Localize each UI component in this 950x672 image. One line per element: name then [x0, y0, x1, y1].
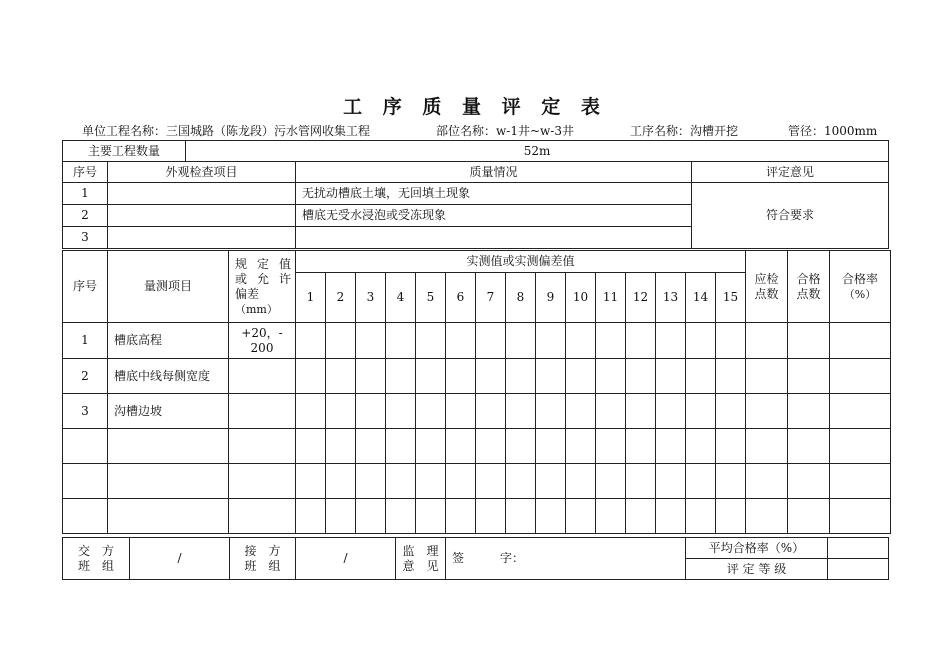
pass-rate-cell	[830, 429, 891, 464]
pass-count-cell	[788, 394, 830, 429]
pass-rate-cell	[830, 499, 891, 534]
measure-row-spec	[229, 323, 296, 359]
measure-value-cell	[416, 499, 446, 534]
measure-row	[63, 323, 891, 359]
handover-line-2: 班 组	[77, 558, 114, 573]
measure-header-spec	[229, 251, 296, 323]
appearance-row-quality: 槽底无受水浸泡或受冻现象	[296, 205, 692, 227]
measure-row-spec-1: +20，-	[241, 325, 283, 340]
measure-row	[63, 499, 891, 534]
measure-value-cell	[506, 499, 536, 534]
measure-value-cell	[716, 464, 746, 499]
measure-value-cell	[446, 429, 476, 464]
measure-row-no	[63, 499, 108, 534]
average-pass-rate-value	[828, 538, 889, 559]
measure-col-header: 7	[476, 273, 506, 323]
measure-col-header: 15	[716, 273, 746, 323]
page-title: 工 序 质 量 评 定 表	[343, 96, 607, 118]
measure-value-cell	[416, 464, 446, 499]
pass-rate-cell	[830, 464, 891, 499]
receiving-team-value: /	[296, 538, 396, 580]
measure-value-cell	[716, 499, 746, 534]
measure-row-spec	[229, 429, 296, 464]
should-count-cell	[746, 499, 788, 534]
measure-value-cell	[326, 429, 356, 464]
measure-value-cell	[596, 394, 626, 429]
measure-value-cell	[356, 394, 386, 429]
measure-value-cell	[386, 323, 416, 359]
measure-value-cell	[536, 464, 566, 499]
measure-value-cell	[416, 323, 446, 359]
measure-header-no: 序号	[63, 251, 108, 323]
appearance-opinion: 符合要求	[692, 183, 889, 249]
measure-value-cell	[596, 359, 626, 394]
measure-row-spec-2: 200	[250, 340, 274, 355]
measure-value-cell	[476, 323, 506, 359]
measure-row-no: 3	[63, 394, 108, 429]
appearance-row-item	[108, 227, 296, 249]
measure-value-cell	[626, 464, 656, 499]
measure-value-cell	[356, 429, 386, 464]
measure-row-item	[108, 464, 229, 499]
measure-value-cell	[596, 429, 626, 464]
measure-value-cell	[566, 359, 596, 394]
measure-value-cell	[356, 323, 386, 359]
pass-count-cell	[788, 359, 830, 394]
measure-col-header: 10	[566, 273, 596, 323]
pass-count-cell	[788, 499, 830, 534]
measurement-table	[62, 250, 891, 534]
spec-line: （mm）	[235, 302, 278, 316]
measure-value-cell	[716, 323, 746, 359]
measure-value-cell	[686, 499, 716, 534]
measure-value-cell	[626, 499, 656, 534]
appearance-header-no: 序号	[63, 162, 108, 183]
measure-value-cell	[296, 464, 326, 499]
appearance-row-item	[108, 205, 296, 227]
average-pass-rate-label: 平均合格率（%）	[686, 538, 828, 559]
measure-row-item	[108, 499, 229, 534]
supervisor-opinion-label	[396, 538, 446, 580]
appearance-header-item: 外观检查项目	[108, 162, 296, 183]
spec-line: 规 定 值	[235, 256, 291, 271]
measure-header-rate	[830, 251, 891, 323]
should-line-1: 应检	[754, 271, 779, 286]
measure-value-cell	[296, 359, 326, 394]
pass-line-2: 点数	[796, 286, 821, 301]
measure-header-values: 实测值或实测偏差值	[296, 251, 746, 273]
should-count-cell	[746, 464, 788, 499]
measure-value-cell	[716, 429, 746, 464]
measure-value-cell	[446, 499, 476, 534]
measure-value-cell	[686, 429, 716, 464]
pass-count-cell	[788, 464, 830, 499]
grade-value	[828, 559, 889, 580]
handover-team-label	[63, 538, 130, 580]
measure-value-cell	[566, 429, 596, 464]
measure-value-cell	[296, 323, 326, 359]
supervisor-line-1: 监 理	[402, 543, 439, 558]
measure-col-header: 4	[386, 273, 416, 323]
should-count-cell	[746, 323, 788, 359]
measure-value-cell	[476, 359, 506, 394]
measure-value-cell	[566, 499, 596, 534]
measure-row-item: 槽底中线每侧宽度	[108, 359, 229, 394]
measure-value-cell	[626, 429, 656, 464]
pipe-diameter: 管径：1000mm	[788, 124, 878, 138]
measure-value-cell	[506, 429, 536, 464]
measure-value-cell	[596, 323, 626, 359]
measure-row-item: 沟槽边坡	[108, 394, 229, 429]
measure-header-pass	[788, 251, 830, 323]
measure-col-header: 1	[296, 273, 326, 323]
measure-value-cell	[476, 464, 506, 499]
measure-row-no	[63, 464, 108, 499]
measure-row-item	[108, 429, 229, 464]
measure-value-cell	[656, 429, 686, 464]
measure-value-cell	[716, 394, 746, 429]
pass-rate-cell	[830, 323, 891, 359]
measure-value-cell	[386, 359, 416, 394]
main-qty-value: 52m	[186, 141, 889, 162]
appearance-header-opinion: 评定意见	[692, 162, 889, 183]
supervisor-line-2: 意 见	[402, 558, 439, 573]
rate-line-2: （%）	[843, 287, 877, 301]
receiving-line-1: 接 方	[244, 543, 281, 558]
should-count-cell	[746, 429, 788, 464]
measure-row-spec	[229, 394, 296, 429]
part-name: 部位名称：w-1井~w-3井	[436, 124, 574, 138]
measure-col-header: 8	[506, 273, 536, 323]
measure-row-spec	[229, 464, 296, 499]
measure-col-header: 3	[356, 273, 386, 323]
measure-value-cell	[656, 323, 686, 359]
measure-row	[63, 429, 891, 464]
measure-value-cell	[656, 359, 686, 394]
measure-value-cell	[596, 464, 626, 499]
appearance-row	[63, 183, 889, 205]
measure-value-cell	[626, 394, 656, 429]
spec-line: 或 允 许	[235, 271, 291, 286]
measure-col-header: 6	[446, 273, 476, 323]
signature-field: 签 字：	[446, 538, 686, 580]
measure-value-cell	[506, 464, 536, 499]
measure-col-header: 2	[326, 273, 356, 323]
measure-value-cell	[296, 499, 326, 534]
measure-value-cell	[446, 464, 476, 499]
measure-value-cell	[716, 359, 746, 394]
receiving-team-label	[230, 538, 296, 580]
should-line-2: 点数	[754, 286, 779, 301]
handover-team-value: /	[130, 538, 230, 580]
process-name: 工序名称：沟槽开挖	[630, 124, 739, 138]
pass-count-cell	[788, 429, 830, 464]
measure-value-cell	[476, 394, 506, 429]
measure-value-cell	[686, 359, 716, 394]
signature-table	[62, 537, 889, 580]
measure-value-cell	[686, 323, 716, 359]
measure-col-header: 5	[416, 273, 446, 323]
receiving-line-2: 班 组	[244, 558, 281, 573]
measure-value-cell	[506, 323, 536, 359]
measure-value-cell	[386, 499, 416, 534]
measure-value-cell	[356, 359, 386, 394]
spec-line: 偏差	[235, 286, 260, 301]
measure-value-cell	[326, 323, 356, 359]
pass-rate-cell	[830, 359, 891, 394]
measure-value-cell	[326, 464, 356, 499]
appearance-row-item	[108, 183, 296, 205]
measure-col-header: 14	[686, 273, 716, 323]
measure-value-cell	[596, 499, 626, 534]
measure-value-cell	[656, 464, 686, 499]
measure-value-cell	[296, 429, 326, 464]
measure-value-cell	[416, 359, 446, 394]
measure-value-cell	[386, 464, 416, 499]
measure-value-cell	[566, 323, 596, 359]
measure-header-should	[746, 251, 788, 323]
handover-line-1: 交 方	[77, 543, 114, 558]
pass-line-1: 合格	[796, 271, 821, 286]
pass-count-cell	[788, 323, 830, 359]
measure-value-cell	[446, 359, 476, 394]
measure-value-cell	[536, 359, 566, 394]
appearance-row-no: 1	[63, 183, 108, 205]
measure-value-cell	[416, 394, 446, 429]
measure-value-cell	[566, 394, 596, 429]
measure-value-cell	[506, 359, 536, 394]
measure-value-cell	[686, 464, 716, 499]
measure-value-cell	[356, 499, 386, 534]
measure-row-no	[63, 429, 108, 464]
grade-label: 评 定 等 级	[686, 559, 828, 580]
measure-value-cell	[626, 359, 656, 394]
pass-rate-cell	[830, 394, 891, 429]
measure-value-cell	[416, 429, 446, 464]
measure-header-item: 量测项目	[108, 251, 229, 323]
measure-value-cell	[536, 394, 566, 429]
appearance-row-quality	[296, 227, 692, 249]
measure-value-cell	[476, 499, 506, 534]
measure-value-cell	[446, 323, 476, 359]
unit-project-name: 单位工程名称：三国城路（陈龙段）污水管网收集工程	[82, 124, 371, 138]
measure-value-cell	[296, 394, 326, 429]
measure-col-header: 11	[596, 273, 626, 323]
measure-col-header: 13	[656, 273, 686, 323]
measure-row	[63, 359, 891, 394]
measure-value-cell	[446, 394, 476, 429]
measure-row-no: 2	[63, 359, 108, 394]
measure-value-cell	[356, 464, 386, 499]
measure-row	[63, 394, 891, 429]
measure-value-cell	[326, 394, 356, 429]
should-count-cell	[746, 394, 788, 429]
measure-value-cell	[536, 429, 566, 464]
measure-value-cell	[656, 499, 686, 534]
measure-row-no: 1	[63, 323, 108, 359]
measure-row	[63, 464, 891, 499]
appearance-table	[62, 140, 889, 249]
measure-value-cell	[536, 499, 566, 534]
rate-line-1: 合格率	[842, 271, 879, 286]
measure-row-spec	[229, 499, 296, 534]
measure-value-cell	[386, 394, 416, 429]
measure-value-cell	[656, 394, 686, 429]
measure-value-cell	[326, 499, 356, 534]
measure-value-cell	[686, 394, 716, 429]
measure-value-cell	[476, 429, 506, 464]
measure-row-spec	[229, 359, 296, 394]
measure-col-header: 12	[626, 273, 656, 323]
appearance-row-no: 3	[63, 227, 108, 249]
should-count-cell	[746, 359, 788, 394]
main-qty-label: 主要工程数量	[63, 141, 186, 162]
appearance-header-quality: 质量情况	[296, 162, 692, 183]
appearance-row-no: 2	[63, 205, 108, 227]
measure-value-cell	[536, 323, 566, 359]
measure-value-cell	[326, 359, 356, 394]
measure-col-header: 9	[536, 273, 566, 323]
measure-row-item: 槽底高程	[108, 323, 229, 359]
measure-value-cell	[386, 429, 416, 464]
appearance-row-quality: 无扰动槽底土壤，无回填土现象	[296, 183, 692, 205]
measure-value-cell	[626, 323, 656, 359]
measure-value-cell	[506, 394, 536, 429]
measure-value-cell	[566, 464, 596, 499]
